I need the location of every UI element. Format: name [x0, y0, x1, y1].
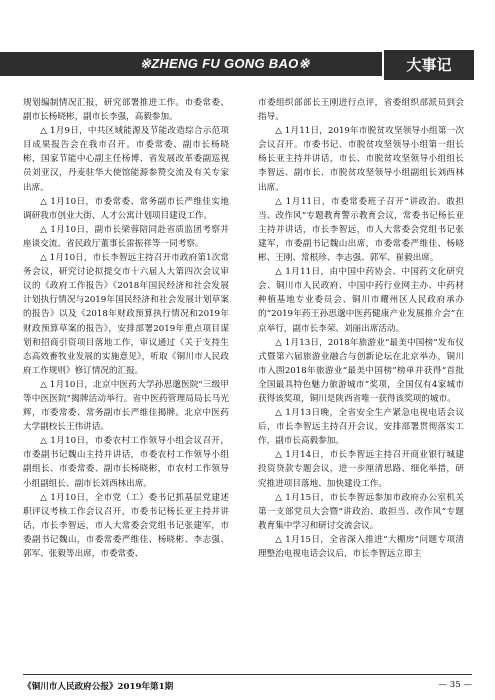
paragraph: △ 1月14日，市长李智远主持召开商业银行城建投资贷款专题会议，进一步厘清思路、细化举措，研究推进项目落地、加快建设工作。: [258, 450, 464, 489]
paragraph: △ 1月15日，全省深入推进“大棚房”问题专项清理整治电视电话会议后，市长李智远立即主: [258, 534, 464, 559]
paragraph: 市委组织部部长王刚进行点评，省委组织部派员到会指导。: [258, 98, 464, 123]
paragraph: △ 1月10日，市长李智远主持召开市政府第1次常务会议，研究讨论拟提交市十六届人大第四次会议审议的《政府工作报告》《2018年国民经济和社会发展计划执行情况与2019年国民经济和社会发展计划草案的报告》以及《2018年财政预算执行情况和2019年财政预算草案的报告》，安排部署2019年重点项目谋划和招商引资项目落地工作，审议通过《关于支持生态高效畜牧业发展的实施意见》，听取《铜川市人民政府工作规则》修订情况的汇报。: [23, 253, 229, 376]
left-column: [23, 96, 229, 656]
journal-title: ※ZHENG FU GONG BAO※: [140, 56, 310, 71]
page-number: — 35 —: [438, 680, 472, 690]
paragraph: △ 1月10日，北京中医药大学孙思邈医院"三级甲等中医医院"揭牌活动举行。省中医药管理局局长马光辉，市委常委、常务副市长严维佳揭牌。北京中医药大学副校长王伟讲话。: [23, 379, 229, 433]
paragraph: △ 1月10日，全市党（工）委书记抓基层党建述职评议考核工作会议召开，市委书记杨长亚主持并讲话，市长李智远，市人大常委会党组书记张建军，市委副书记魏山，市委常委严维佳、杨晓彬、李志强、郭军、张毅等出席，市委常委、: [23, 492, 229, 559]
paragraph: 规划编制情况汇报，研究部署推进工作。市委常委、副市长杨晓彬，副市长李强，高毅参加。: [23, 98, 229, 123]
paragraph: △ 1月11日，由中国中药协会、中国药文化研究会、铜川市人民政府、中国中药行业网主办、中药材种植基地专业委员会、铜川市耀州区人民政府承办的“2019年药王孙思邈中医药健康产业发展推介会”在京举行，副市长李荣、刘丽出席活动。: [258, 267, 464, 334]
paragraph: △ 1月15日，市长李智远参加市政府办公室机关第一支部党员大会暨“讲政治、敢担当、改作风”专题教育集中学习和研讨交流会议。: [258, 492, 464, 531]
paragraph: △ 1月13日晚，全省安全生产紧急电视电话会议后，市长李智远主持召开会议，安排部署贯彻落实工作，副市长高毅参加。: [258, 408, 464, 447]
footer-journal: 《铜川市人民政府公报》2019年第1期: [23, 682, 174, 692]
footer-divider: [23, 674, 472, 675]
paragraph: △ 1月10日，市委常委、常务副市长严维佳实地调研我市创业大街、人才公寓计划项目建设工作。: [23, 196, 229, 221]
section-tab: 大事记: [384, 50, 474, 80]
right-column: [258, 96, 464, 656]
paragraph: △ 1月13日，2018年旅游业“最美中国榜”发布仪式暨第六届旅游业融合与创新论坛在北京举办，铜川市入围2018年旅游业“最美中国榜”榜单并获得“首批全国最具特色魅力旅游城市”奖项，全国仅有4家城市获得该奖项，铜川是陕西省唯一获得该奖项的城市。: [258, 337, 464, 404]
header-banner: [0, 52, 382, 76]
paragraph: △ 1月11日，市委常委班子召开“讲政治、敢担当、改作风”专题教育警示教育会议，常委书记杨长亚主持并讲话，市长李智远，市人大常委会党组书记张建军，市委副书记魏山出席，市委常委严维佳、杨晓彬、王刚、常根珍、李志强、郭军、崔毅出席。: [258, 196, 464, 264]
paragraph: △ 1月10日，副市长梁蓉陪同赴省质监团考察并座谈交流。省民政厅董事长雷振祥等一同考察。: [23, 224, 229, 249]
paragraph: △ 1月11日，2019年市脱贫攻坚领导小组第一次会议召开。市委书记、市脱贫攻坚领导小组第一组长杨长亚主持并讲话，市长、市脱贫攻坚领导小组组长李智远、副市长、市脱贫攻坚领导小组副组长刘西林出席。: [258, 126, 464, 193]
paragraph: △ 1月10日，市委农村工作领导小组会议召开，市委副书记魏山主持并讲话，市委农村工作领导小组副组长、市委常委、副市长杨晓彬，市农村工作领导小组副组长、副市长刘西林出席。: [23, 436, 229, 489]
paragraph: △ 1月9日，中共区域能源及节能改造综合示范项目成果报告会在我市召开。市委常委、副市长杨晓彬，国家节能中心副主任杨博、省发展改革委副巡视员刘亚汉，丹麦驻华大使馆能源参赞交流及有关专家出席。: [23, 126, 229, 193]
